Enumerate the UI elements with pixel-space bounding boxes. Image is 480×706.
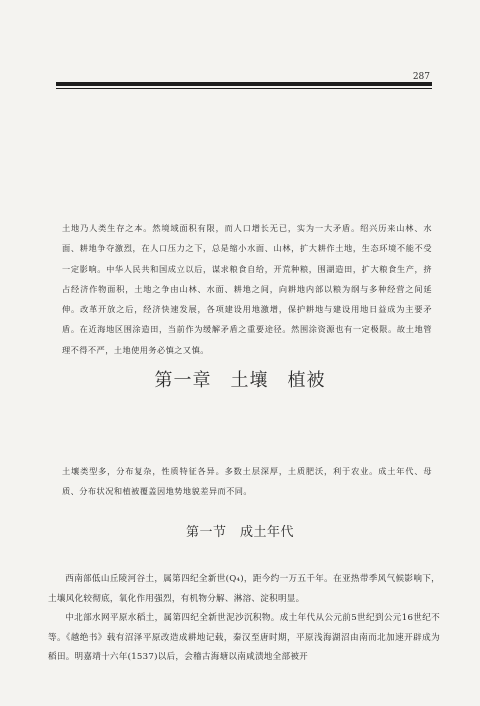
header-rule-thin (56, 88, 432, 89)
body-paragraph: 西南部低山丘陵河谷土，属第四纪全新世(Q₄)，距今约一万五千年。在亚热带季风气候影响下，土壤风化较彻底，氧化作用强烈，有机物分解、淋溶、淀积明显。 (48, 574, 440, 604)
intro-paragraph: 土地乃人类生存之本。然境域面积有限，而人口增长无已，实为一大矛盾。绍兴历来山林、水面、耕地争夺激烈，在人口压力之下，总是缩小水面、山林，扩大耕作土地，生态环境不能不受一定影响。中华人民共和国成立以后，谋求粮食自给，开荒种粮，围湖造田，扩大粮食生产，挤占经济作物面积，土地之争由山林、水面、耕地之间，向耕地内部以粮为纲与多种经营之间延伸。改革开放之后，经济快速发展，各项建设用地激增，保护耕地与建设用地日益成为主要矛盾。在近海地区围涂造田，当前作为缓解矛盾之重要途径。然围涂资源也有一定极限。故土地管理不得不严，土地使用务必慎之又慎。 (62, 223, 432, 355)
section-body (48, 570, 440, 668)
chapter-title: 第一章 土壤 植被 (154, 370, 326, 391)
section-title: 第一节 成土年代 (185, 525, 294, 540)
header-rule-thick (56, 82, 432, 86)
page-number: 287 (412, 72, 430, 82)
body-paragraph: 中北部水网平原水稻土，属第四纪全新世泥沙沉积物。成土年代从公元前5世纪到公元16世纪不等。《越绝书》载有沼泽平原改造成耕地记载，秦汉至唐时期，平原浅海湖沼由南而北加速开辟成为稻田。明嘉靖十六年(1537)以后，会稽古海塘以南咸渍地全部被开 (48, 613, 440, 663)
chapter-summary: 土壤类型多，分布复杂，性质特征各异。多数土层深厚，土质肥沃，利于农业。成土年代、母质、分布状况和植被覆盖因地势地貌差异而不同。 (62, 466, 432, 496)
